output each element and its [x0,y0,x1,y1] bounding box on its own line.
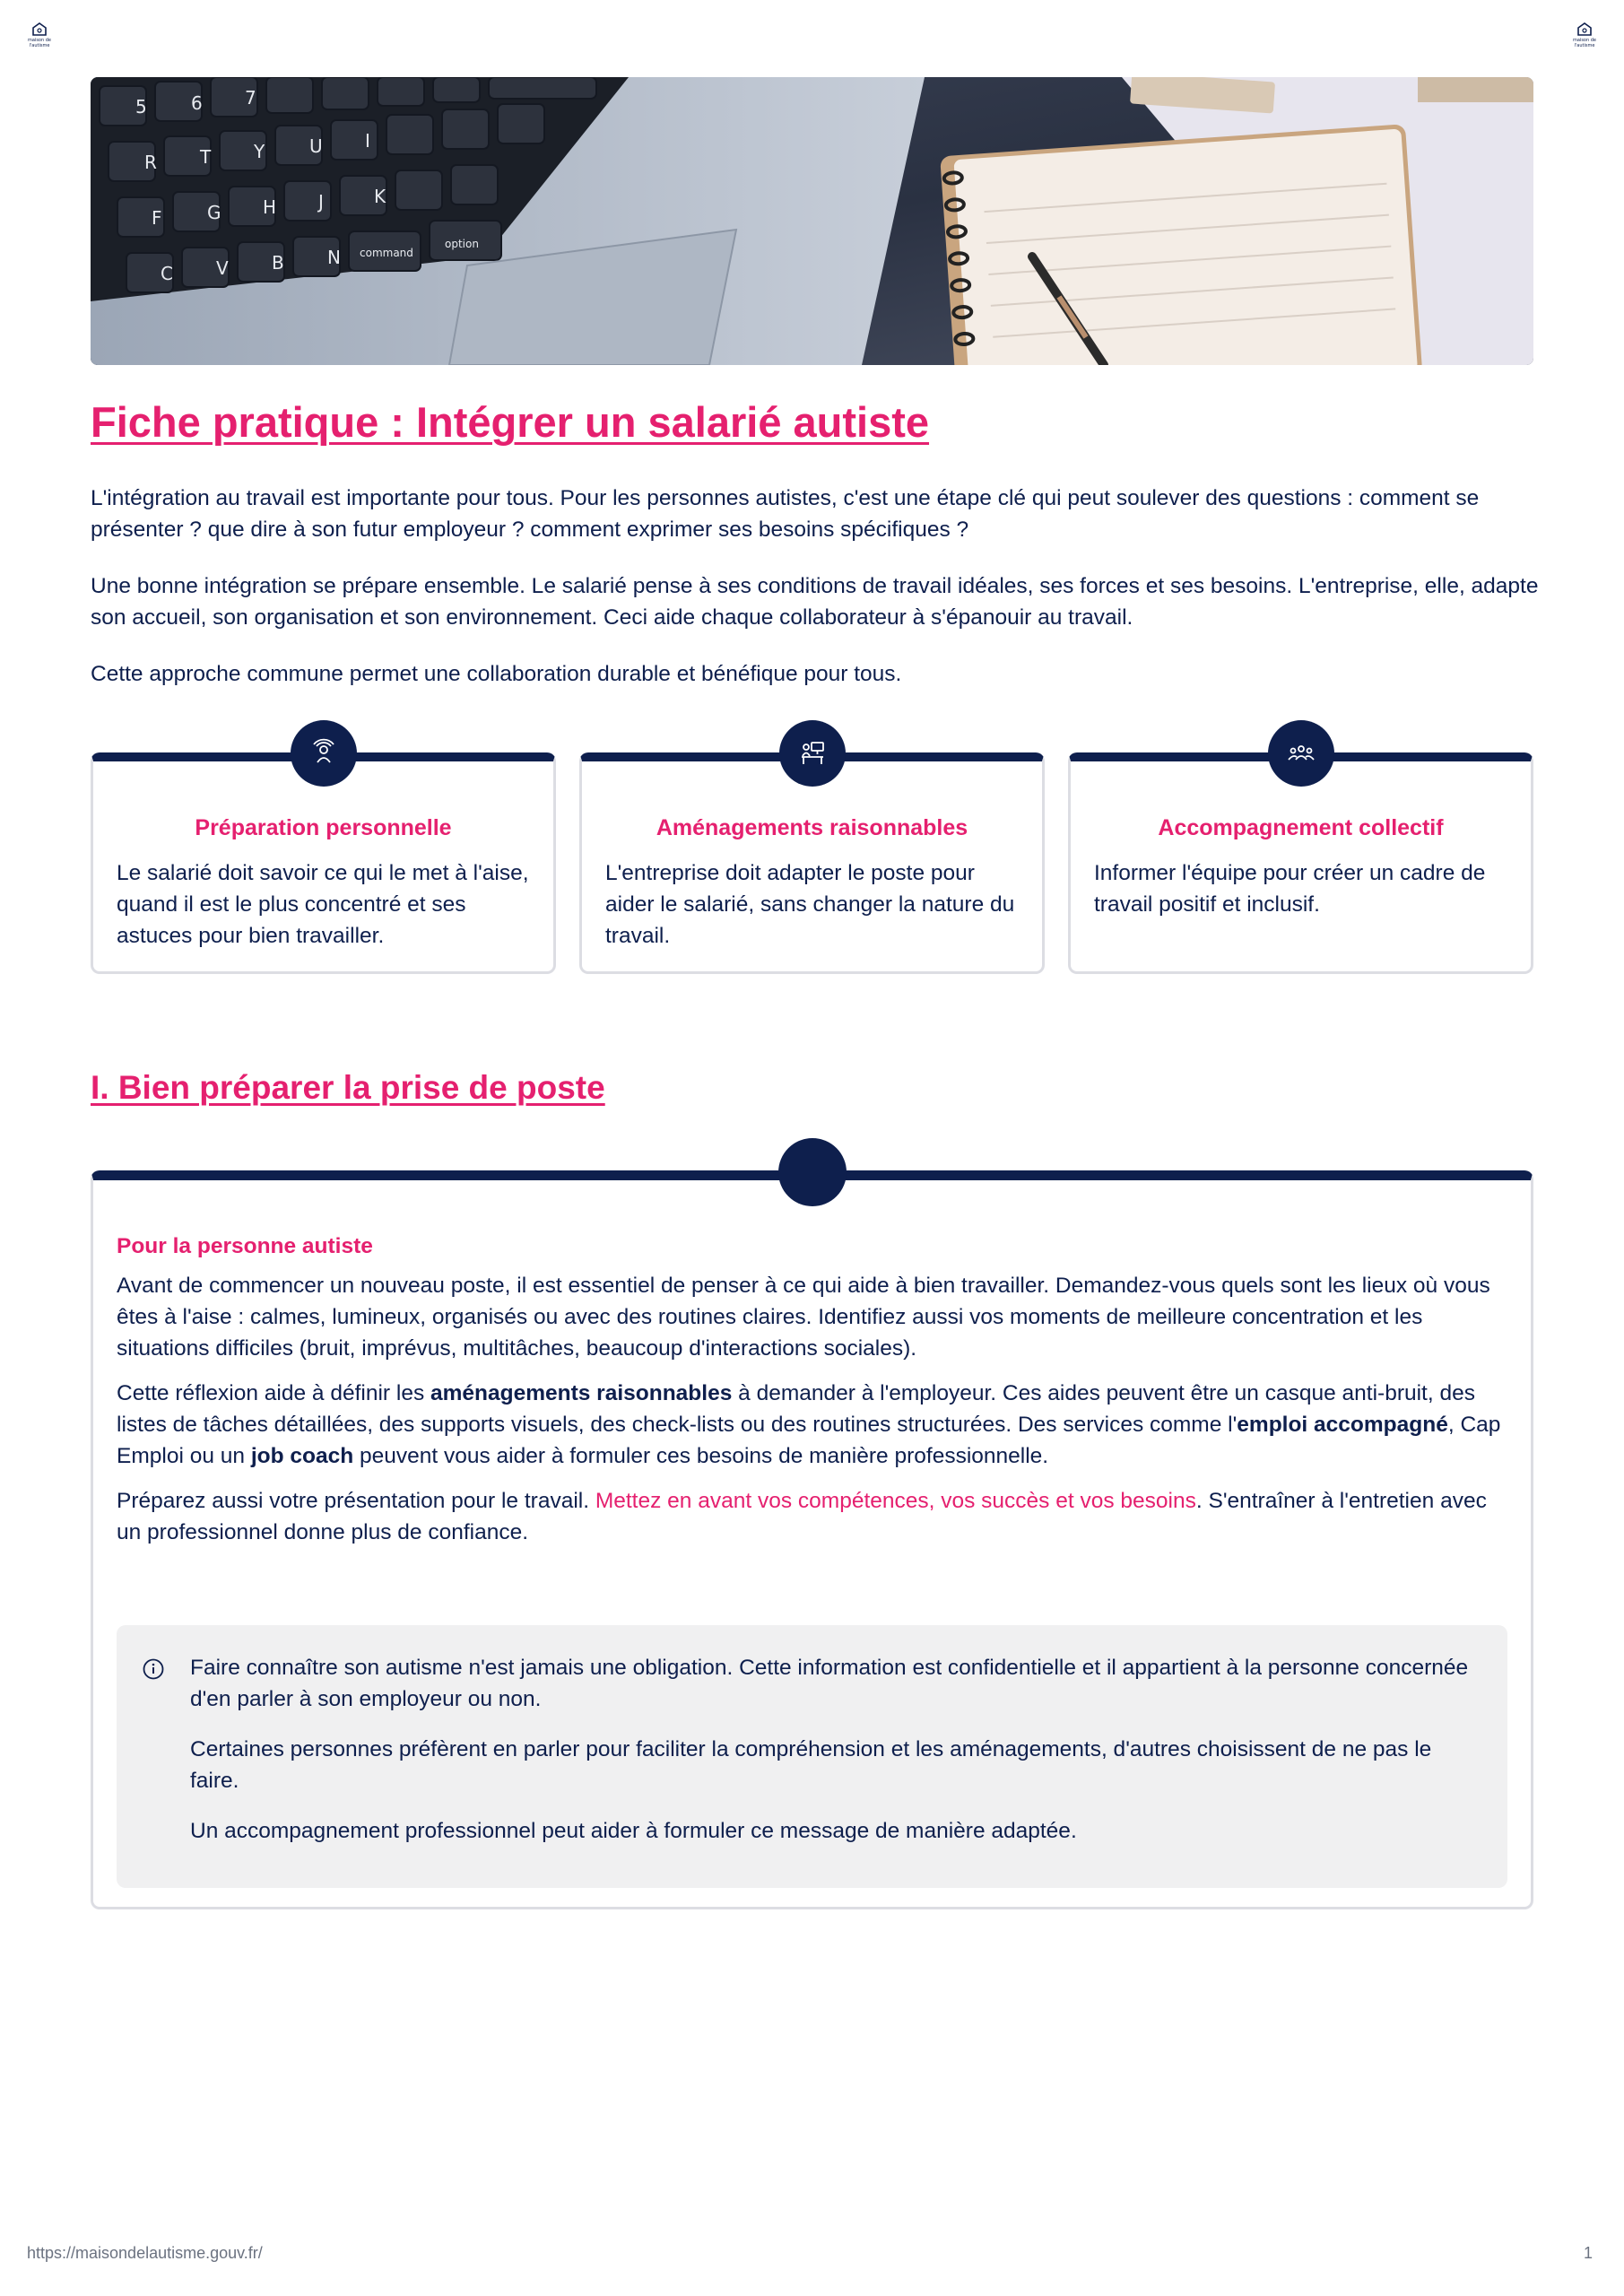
section-badge [778,1138,847,1206]
card-text: L'entreprise doit adapter le poste pour aider le salarié, sans changer la nature du travail. [605,861,1015,948]
section-paragraph: Préparez aussi votre présentation pour le travail. Mettez en avant vos compétences, vos succès et vos besoins. S'entraîner à l'entretien avec un professionnel donne plus de confiance. [117,1489,1487,1544]
section-paragraph: Cette réflexion aide à définir les aménagements raisonnables à demander à l'employeur. Ces aides peuvent être un casque anti-bruit, des listes de tâches détaillées, des supports visuels, des check-lists ou des routines structurées. Des services comme l'emploi accompagné, Cap Emploi ou un job coach peuvent vous aider à formuler ces besoins de manière professionnelle. [117,1381,1501,1468]
note-paragraph: Un accompagnement professionnel peut aider à formuler ce message de manière adaptée. [190,1819,1077,1843]
svg-text:J: J [318,191,324,213]
card-text: Informer l'équipe pour créer un cadre de travail positif et inclusif. [1094,861,1486,917]
group-people-icon [1285,737,1317,770]
house-icon [31,22,48,36]
svg-text:option: option [445,238,479,250]
footer-url: https://maisondelautisme.gouv.fr/ [27,2244,263,2262]
section-subheading: Pour la personne autiste [117,1234,373,1258]
house-icon [1576,22,1593,36]
logo-maison-autisme-left: maison de l'autisme [20,22,59,57]
page-title: Fiche pratique : Intégrer un salarié autiste [91,398,930,446]
note-paragraph: Certaines personnes préfèrent en parler pour faciliter la compréhension et les aménagements, d'autres choisissent de ne pas le faire. [190,1737,1432,1793]
card-text: Le salarié doit savoir ce qui le met à l'aise, quand il est le plus concentré et ses astuces pour bien travailler. [117,861,529,948]
card-title: Accompagnement collectif [1158,815,1444,840]
svg-text:6: 6 [191,92,203,114]
logo-maison-autisme-right: maison de l'autisme [1565,22,1604,57]
card-preparation-personnelle [91,752,556,974]
svg-text:G: G [207,202,221,223]
svg-text:U: U [309,135,323,157]
info-note [117,1625,1507,1888]
section-card [91,1170,1533,1909]
svg-text:7: 7 [245,87,256,109]
svg-text:5: 5 [135,96,147,117]
card-accompagnement-collectif [1068,752,1533,974]
intro-text [91,483,1543,715]
section-heading: I. Bien préparer la prise de poste [91,1069,605,1106]
svg-text:B: B [272,252,284,274]
svg-text:R: R [144,152,157,173]
desk-workstation-icon [796,737,829,770]
laptop-notebook-illustration [91,77,1533,365]
svg-text:C: C [161,263,173,284]
svg-text:F: F [152,207,162,229]
svg-text:N: N [327,247,341,268]
svg-text:I: I [365,130,370,152]
bold-term: aménagements raisonnables [430,1381,733,1405]
svg-text:Y: Y [254,141,265,162]
person-radiating-icon [308,737,340,770]
hero-image [91,77,1533,365]
card-badge [779,720,846,787]
svg-text:V: V [216,257,229,279]
bold-term: job coach [250,1444,354,1468]
intro-paragraph: L'intégration au travail est importante pour tous. Pour les personnes autistes, c'est une étape clé qui peut soulever des questions : comment se présenter ? que dire à son futur employeur ? comment exprimer ses besoins spécifiques ? [91,486,1480,542]
card-amenagements-raisonnables [579,752,1045,974]
note-paragraph: Faire connaître son autisme n'est jamais une obligation. Cette information est confidentielle et il appartient à la personne concernée d'en parler à son employeur ou non. [190,1656,1469,1711]
card-title: Aménagements raisonnables [656,815,968,840]
card-badge [291,720,357,787]
svg-text:K: K [374,186,386,207]
highlight-text: Mettez en avant vos compétences, vos succès et vos besoins [595,1489,1196,1513]
page-number: 1 [1584,2244,1594,2262]
bold-term: emploi accompagné [1237,1413,1448,1437]
info-icon [142,1657,165,1681]
svg-text:H: H [263,196,277,218]
section-paragraph: Avant de commencer un nouveau poste, il est essentiel de penser à ce qui aide à bien travailler. Demandez-vous quels sont les lieux où vous êtes à l'aise : calmes, lumineux, organisés ou avec des routines claires. Identifiez aussi vos moments de meilleure concentration et les situations difficiles (bruit, imprévus, multitâches, beaucoup d'interactions sociales). [117,1274,1490,1361]
card-title: Préparation personnelle [195,815,452,840]
svg-text:T: T [200,146,212,168]
card-badge [1268,720,1334,787]
intro-paragraph: Une bonne intégration se prépare ensemble. Le salarié pense à ses conditions de travail idéales, ses forces et ses besoins. L'entreprise, elle, adapte son accueil, son organisation et son environnement. Ceci aide chaque collaborateur à s'épanouir au travail. [91,574,1539,630]
intro-paragraph: Cette approche commune permet une collaboration durable et bénéfique pour tous. [91,662,902,686]
svg-text:command: command [360,247,413,259]
